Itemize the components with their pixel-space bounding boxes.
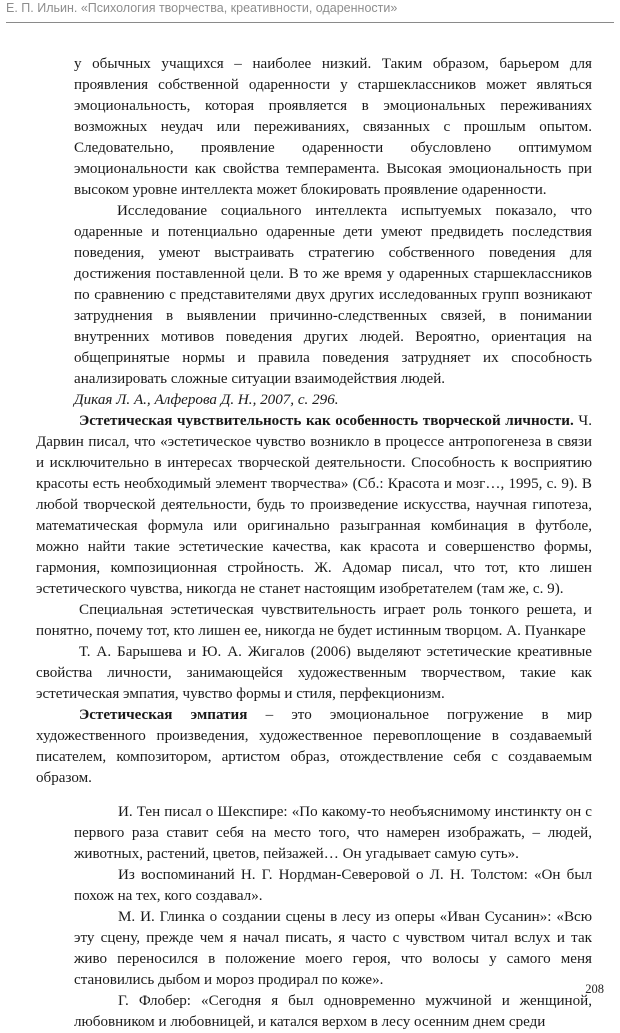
running-title: Е. П. Ильин. «Психология творчества, креативности, одаренности»: [6, 1, 398, 15]
excerpt-source: Дикая Л. А., Алферова Д. Н., 2007, с. 296.: [74, 392, 339, 408]
page-number: 208: [585, 982, 604, 996]
section-heading: Эстетическая чувствительность как особенность творческой личности.: [79, 413, 574, 429]
quote-block: [74, 802, 592, 1033]
excerpt-block: [74, 54, 592, 411]
body-paragraph: [36, 705, 592, 789]
section-text: – это эмоциональное погружение в мир художественного произведения, художественное перевоплощение в создаваемый писателем, композитором, артистом образ, отождествление себя с создаваемым образом.: [36, 707, 593, 786]
section-text: Ч. Дарвин писал, что «эстетическое чувство возникло в процессе антропогенеза в связи и исключительно в интересах творческой деятельности. Способность к восприятию красоты есть необходимый элемент творчества» (Сб.: Красота и мозг…, 1995, с. 9). В любой творческой деятельности, будь то произведение искусства, научная гипотеза, математическая формула или оригинально разыгранная комбинация в футболе, можно найти такие эстетические качества, как красота и совершенство формы, гармония, композиционная стройность. Ж. Адомар писал, что тот, кто лишен эстетического чувства, никогда не станет настоящим изобретателем (там же, с. 9).: [36, 413, 592, 597]
excerpt-paragraph: у обычных учащихся – наиболее низкий. Таким образом, барьером для проявления собственной одаренности у старшеклассников может являться эмоциональность, которая проявляется в эмоциональных переживаниях возможных неудач или переживаниях, связанных с прошлым опытом. Следовательно, проявление одаренности обусловлено оптимумом эмоциональности как свойства темперамента. Высокая эмоциональность при высоком уровне интеллекта может блокировать проявление одаренности.: [74, 56, 592, 198]
body-paragraph: Специальная эстетическая чувствительность играет роль тонкого решета, и понятно, почему тот, кто лишен ее, никогда не будет истинным творцом. А. Пуанкаре: [36, 602, 592, 639]
excerpt-paragraph: Исследование социального интеллекта испытуемых показало, что одаренные и потенциально одаренные дети умеют предвидеть последствия поведения, умеют выстраивать стратегию собственного поведения для достижения поставленной цели. В то же время у одаренных старшеклассников по сравнению с представителями двух других исследованных групп возникают затруднения в выявлении причинно-следственных связей, в понимании внутренних мотивов поведения других людей. Вероятно, ориентация на общепринятые нормы и правила поведения затрудняет их способность анализировать сложные ситуации взаимодействия людей.: [74, 203, 592, 387]
running-header: [6, 0, 614, 23]
section-heading: Эстетическая эмпатия: [79, 707, 248, 723]
body-paragraph: Т. А. Барышева и Ю. А. Жигалов (2006) выделяют эстетические креативные свойства личности, занимающейся художественным творчеством, такие как эстетическая эмпатия, чувство формы и стиля, перфекционизм.: [36, 644, 592, 702]
quote-paragraph: Из воспоминаний Н. Г. Нордман-Северовой о Л. Н. Толстом: «Он был похож на тех, кого создавал».: [74, 867, 592, 904]
page-content: [36, 54, 592, 1033]
quote-paragraph: И. Тен писал о Шекспире: «По какому-то необъяснимому инстинкту он с первого раза ставит себя на место того, что намерен изображать, – людей, животных, растений, цветов, пейзажей… Он угадывает самую суть».: [74, 804, 592, 862]
quote-paragraph: Г. Флобер: «Сегодня я был одновременно мужчиной и женщиной, любовником и любовницей, и катался верхом в лесу осенним днем среди: [74, 993, 592, 1030]
body-paragraph: [36, 411, 592, 600]
quote-paragraph: М. И. Глинка о создании сцены в лесу из оперы «Иван Сусанин»: «Всю эту сцену, прежде чем я начал писать, я часто с чувством читал вслух и так живо переносился в положение моего героя, что волосы у самого меня становились дыбом и мороз продирал по коже».: [74, 909, 592, 988]
